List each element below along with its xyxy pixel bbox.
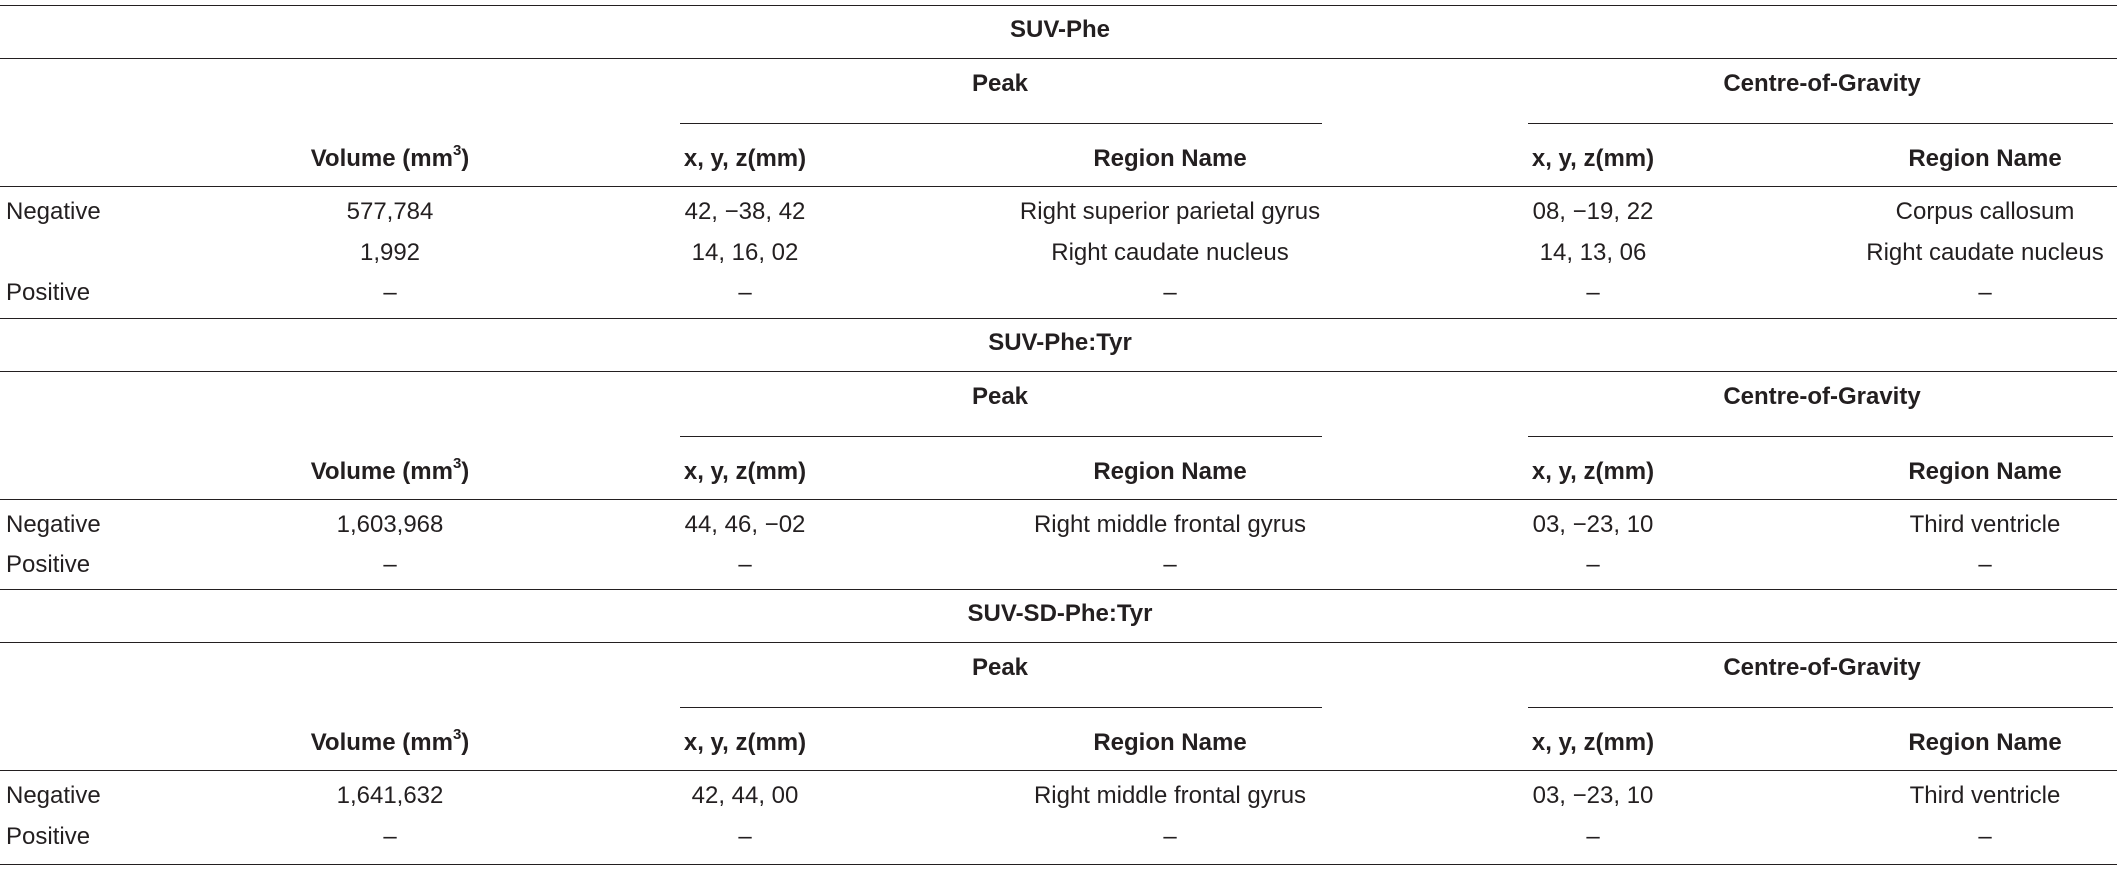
peak-group-rule <box>680 707 1322 708</box>
cell-peak-region: Right middle frontal gyrus <box>1033 511 1307 538</box>
peak-region-header: Region Name <box>1093 729 1247 756</box>
peak-group-rule <box>680 436 1322 437</box>
section-title-rule <box>0 371 2117 372</box>
peak-xyz-header: x, y, z(mm) <box>683 729 807 756</box>
cell-peak-xyz: 14, 16, 02 <box>691 239 799 266</box>
cog-group-rule <box>1528 707 2113 708</box>
cell-cog-xyz: – <box>1586 551 1600 578</box>
cog-group-header: Centre-of-Gravity <box>1723 70 1921 97</box>
section-rule <box>0 864 2117 865</box>
cell-volume: – <box>383 551 397 578</box>
cell-peak-region: Right superior parietal gyrus <box>1019 198 1321 225</box>
cog-region-header: Region Name <box>1908 729 2062 756</box>
cog-region-header: Region Name <box>1908 458 2062 485</box>
peak-xyz-header: x, y, z(mm) <box>683 458 807 485</box>
cell-volume: – <box>383 279 397 306</box>
section-title-rule <box>0 642 2117 643</box>
cell-cog-region: – <box>1978 823 1992 850</box>
peak-group-rule <box>680 123 1322 124</box>
section-title-rule <box>0 58 2117 59</box>
column-header-rule <box>0 499 2117 500</box>
cell-peak-xyz: 42, 44, 00 <box>691 782 799 809</box>
cell-cog-xyz: 03, −23, 10 <box>1532 511 1654 538</box>
cell-cog-region: – <box>1978 279 1992 306</box>
cog-group-header: Centre-of-Gravity <box>1723 383 1921 410</box>
cell-volume: – <box>383 823 397 850</box>
cell-peak-xyz: 44, 46, −02 <box>684 511 806 538</box>
cell-cog-region: Corpus callosum <box>1895 198 2075 225</box>
cog-group-rule <box>1528 123 2113 124</box>
peak-region-header: Region Name <box>1093 145 1247 172</box>
row-label: Positive <box>6 551 91 578</box>
section-rule <box>0 5 2117 6</box>
cell-cog-xyz: 03, −23, 10 <box>1532 782 1654 809</box>
peak-group-header: Peak <box>971 383 1029 410</box>
cell-cog-xyz: 14, 13, 06 <box>1539 239 1647 266</box>
row-label: Negative <box>6 511 101 538</box>
cell-volume: 577,784 <box>346 198 434 225</box>
cell-peak-region: – <box>1163 279 1177 306</box>
cell-peak-xyz: 42, −38, 42 <box>684 198 806 225</box>
cell-cog-region: Third ventricle <box>1909 511 2061 538</box>
row-label: Positive <box>6 823 91 850</box>
section-title: SUV-Phe:Tyr <box>988 329 1132 356</box>
volume-header: Volume $(mm^3)$ <box>310 726 470 756</box>
cell-peak-region: – <box>1163 551 1177 578</box>
cell-cog-xyz: – <box>1586 279 1600 306</box>
section-rule <box>0 318 2117 319</box>
row-label: Negative <box>6 198 101 225</box>
cell-peak-region: Right caudate nucleus <box>1051 239 1289 266</box>
peak-group-header: Peak <box>971 70 1029 97</box>
cell-peak-xyz: – <box>738 279 752 306</box>
volume-header: Volume $(mm^3)$ <box>310 455 470 485</box>
section-title: SUV-Phe <box>1009 16 1111 43</box>
cog-group-rule <box>1528 436 2113 437</box>
volume-header: Volume $(mm^3)$ <box>310 142 470 172</box>
peak-xyz-header: x, y, z(mm) <box>683 145 807 172</box>
column-header-rule <box>0 770 2117 771</box>
cog-xyz-header: x, y, z(mm) <box>1531 458 1655 485</box>
row-label: Positive <box>6 279 91 306</box>
row-label: Negative <box>6 782 101 809</box>
cog-xyz-header: x, y, z(mm) <box>1531 729 1655 756</box>
cell-peak-xyz: – <box>738 551 752 578</box>
cell-cog-region: Right caudate nucleus <box>1866 239 2104 266</box>
peak-group-header: Peak <box>971 654 1029 681</box>
section-title: SUV-SD-Phe:Tyr <box>967 600 1153 627</box>
cell-volume: 1,641,632 <box>336 782 444 809</box>
cog-xyz-header: x, y, z(mm) <box>1531 145 1655 172</box>
cog-group-header: Centre-of-Gravity <box>1723 654 1921 681</box>
cell-volume: 1,992 <box>359 239 421 266</box>
section-rule <box>0 589 2117 590</box>
cell-cog-region: Third ventricle <box>1909 782 2061 809</box>
cell-peak-xyz: – <box>738 823 752 850</box>
cell-cog-xyz: 08, −19, 22 <box>1532 198 1654 225</box>
cell-peak-region: – <box>1163 823 1177 850</box>
cog-region-header: Region Name <box>1908 145 2062 172</box>
cell-peak-region: Right middle frontal gyrus <box>1033 782 1307 809</box>
cell-cog-region: – <box>1978 551 1992 578</box>
cell-cog-xyz: – <box>1586 823 1600 850</box>
cell-volume: 1,603,968 <box>336 511 444 538</box>
peak-region-header: Region Name <box>1093 458 1247 485</box>
column-header-rule <box>0 186 2117 187</box>
